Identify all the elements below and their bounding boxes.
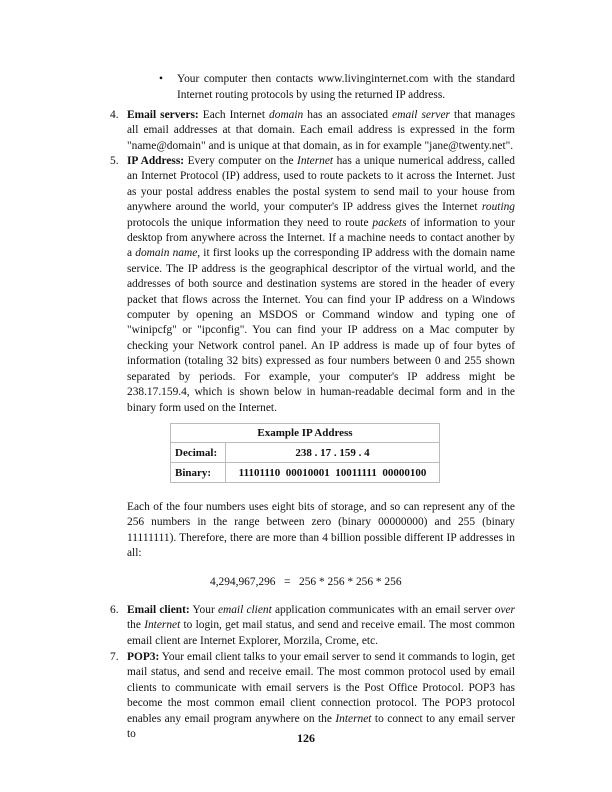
emphasis: domain name — [135, 247, 198, 260]
item-number: 6. — [110, 604, 119, 616]
text: to login, get mail status, and send and receive email. The most common email client are Internet Explorer, Morzila, Crome, etc. — [127, 619, 515, 647]
text: to connect to any email server to — [127, 712, 515, 741]
item-number: 5. — [110, 155, 119, 167]
table-title: Example IP Address — [171, 424, 440, 443]
item-term: POP3: — [127, 651, 160, 663]
text: of information to your desktop from anywhere across the Internet. If a machine needs to contact another by a — [127, 216, 515, 260]
emphasis: packets — [372, 216, 407, 229]
text: has an associated — [303, 109, 393, 121]
page-number: 126 — [297, 731, 315, 745]
item-number: 4. — [110, 109, 119, 121]
text: application communicates with an email server — [271, 604, 495, 616]
emphasis: Internet — [335, 712, 372, 725]
table-row — [171, 463, 440, 483]
text: that manages all email addresses at that domain. Each email address is expressed in the form "name@domain" and is unique at that domain, as in for example "jane@twenty.net". — [127, 109, 515, 152]
row-label: Decimal: — [171, 443, 226, 463]
text: Your — [189, 604, 218, 616]
item-number: 7. — [110, 651, 119, 663]
row-value: 238 . 17 . 159 . 4 — [226, 443, 440, 463]
row-label: Binary: — [171, 463, 226, 483]
bullet-text: Your computer then contacts www.livinginternet.com with the standard Internet routing protocols by using the returned IP address. — [177, 73, 515, 101]
emphasis: routing — [481, 201, 515, 214]
emphasis: Internet — [297, 155, 334, 167]
bullet-item — [159, 71, 515, 103]
text: Every computer on the — [184, 155, 298, 167]
bullet-icon: • — [159, 73, 163, 85]
emphasis: email client — [217, 604, 272, 616]
text: has a unique numerical address, called an Internet Protocol (IP) address, used to route packets to it across the Internet. Just as your postal address enables the postal system to send mail to your house from anywhere around the world, your computer's IP address gives the Internet — [127, 155, 515, 214]
text: protocols the unique information they need to route — [127, 216, 373, 229]
item-term: Email client: — [127, 604, 190, 616]
paragraph-ip-count: Each of the four numbers uses eight bits of storage, and so can represent any of the 256 numbers in the range between zero (binary 00000000) and 255 (binary 11111111). Therefore, there are more than 4 billion possible different IP addresses in all: — [127, 501, 515, 560]
formula: 4,294,967,296 = 256 * 256 * 256 * 256 — [210, 576, 402, 588]
emphasis: domain — [269, 109, 304, 121]
text: Your email client talks to your email server to send it commands to login, get mail status, and send and receive email. The most common protocol used by email clients to communicate with email servers is the Post Office Protocol. POP3 has become the most common email client connection protocol. The POP3 protocol enables any email program anywhere on the — [127, 651, 515, 725]
text: , it first looks up the corresponding IP address with the domain name service. The IP address is the geographical descriptor of the virtual world, and the addresses of both source and destination systems are stored in the header of every packet that flows across the Internet. You can find your IP address on a Windows computer by opening an MSDOS or Command window and typing one of "winipcfg" or "ipconfig". You can find your IP address on a Mac computer by checking your Network control panel. An IP address is made up of four bytes of information (totaling 32 bits) expressed as four numbers between 0 and 255 shown separated by periods. For example, your computer's IP address might be 238.17.159.4, which is shown below in human-readable decimal form and in the binary form used on the Internet. — [127, 247, 516, 414]
item-term: Email servers: — [127, 109, 199, 121]
list-item-email-client — [110, 603, 515, 649]
item-term: IP Address: — [127, 155, 185, 167]
row-value: 11101110 00010001 10011111 00000100 — [226, 463, 440, 483]
list-item-ip-address — [110, 154, 516, 416]
table-row — [171, 443, 440, 463]
text: Each Internet — [198, 109, 270, 121]
example-ip-table — [170, 423, 440, 483]
emphasis: Internet — [144, 619, 181, 632]
text: the — [127, 619, 145, 632]
emphasis: over — [494, 604, 515, 616]
list-item-email-servers — [110, 108, 515, 154]
emphasis: email server — [392, 109, 450, 121]
list-item-pop3 — [110, 650, 515, 742]
